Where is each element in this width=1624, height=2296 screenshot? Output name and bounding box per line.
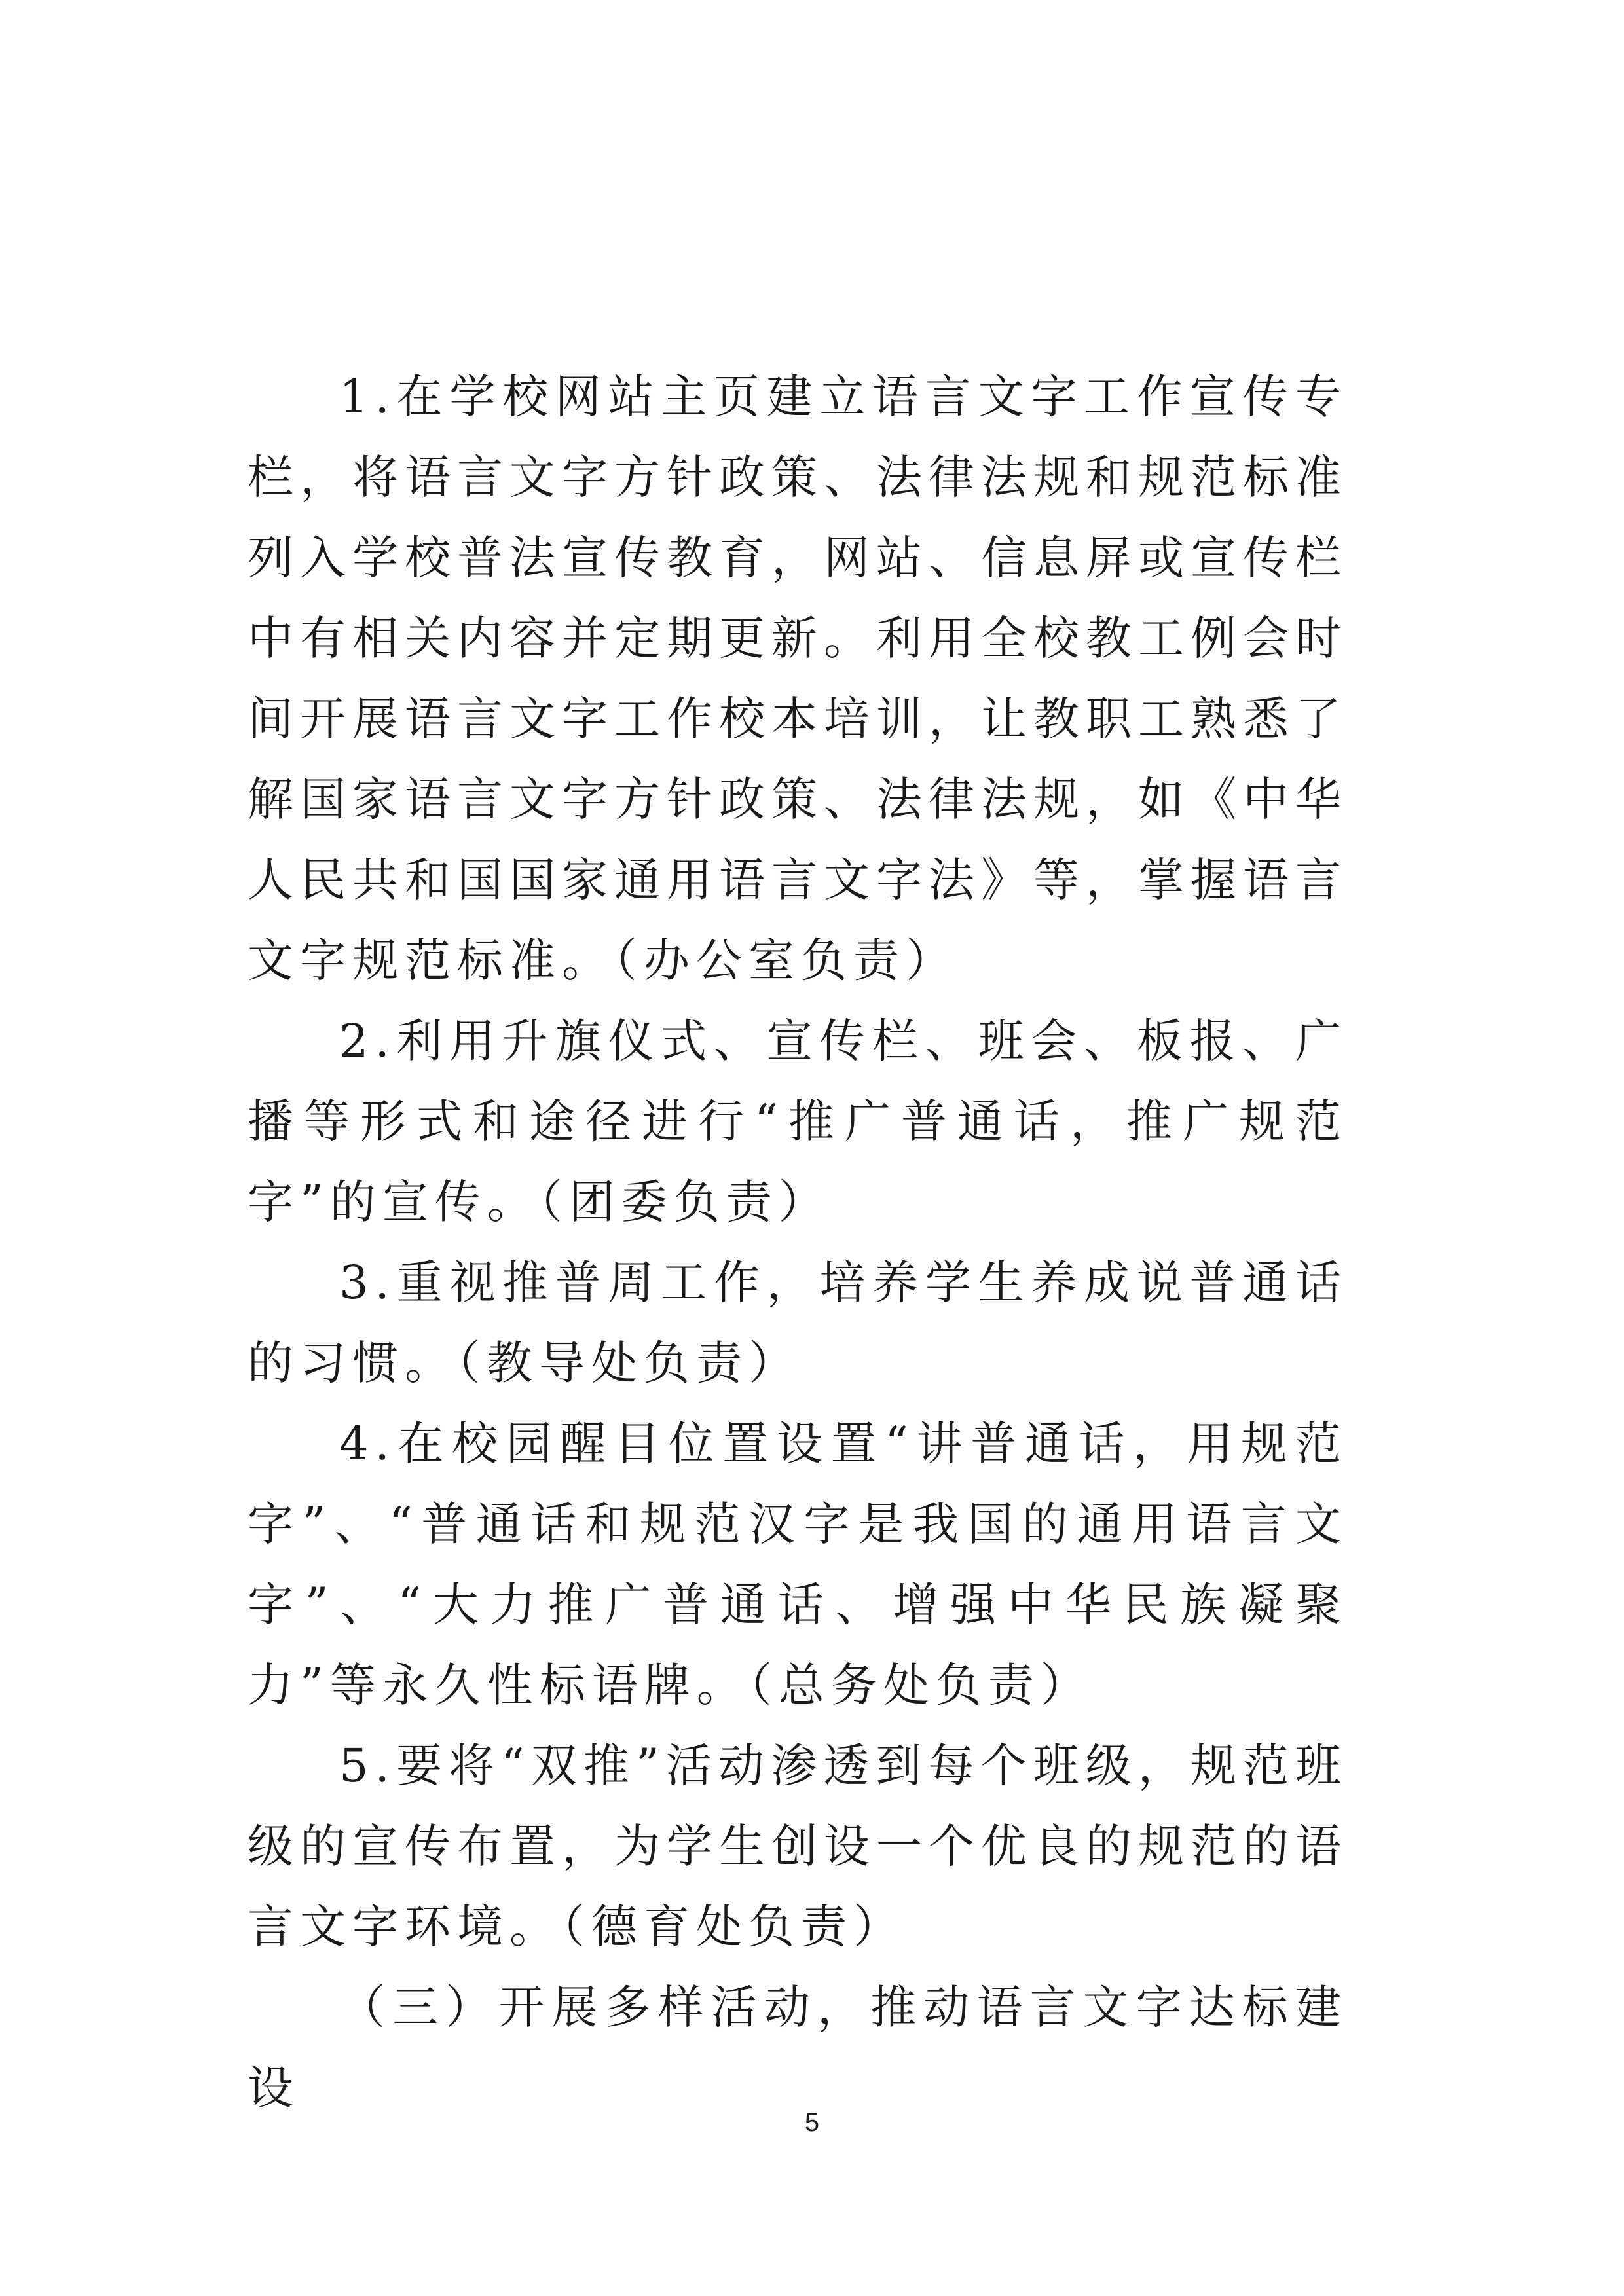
paragraph-item-1: 1.在学校网站主页建立语言文字工作宣传专栏，将语言文字方针政策、法律法规和规范标准列入学校普法宣传教育，网站、信息屏或宣传栏中有相关内容并定期更新。利用全校教工例会时间开展语言文字工作校本培训，让教职工熟悉了解国家语言文字方针政策、法律法规，如《中华人民共和国国家通用语言文字法》等，掌握语言文字规范标准。（办公室负责）: [248, 370, 1348, 987]
page-number: 5: [804, 2108, 820, 2137]
paragraph-item-4: 4.在校园醒目位置设置“讲普通话，用规范字”、“普通话和规范汉字是我国的通用语言文字”、“大力推广普通话、增强中华民族凝聚力”等永久性标语牌。（总务处负责）: [248, 1417, 1348, 1712]
paragraph-item-5: 5.要将“双推”活动渗透到每个班级，规范班级的宣传布置，为学生创设一个优良的规范的语言文字环境。（德育处负责）: [248, 1739, 1348, 1954]
paragraph-item-2: 2.利用升旗仪式、宣传栏、班会、板报、广播等形式和途径进行“推广普通话，推广规范字”的宣传。（团委负责）: [248, 1014, 1348, 1229]
section-heading: （三）开展多样活动，推动语言文字达标建设: [248, 1980, 1348, 2115]
document-body: [248, 357, 1348, 2128]
paragraph-item-3: 3.重视推普周工作，培养学生养成说普通话的习惯。（教导处负责）: [248, 1256, 1348, 1390]
